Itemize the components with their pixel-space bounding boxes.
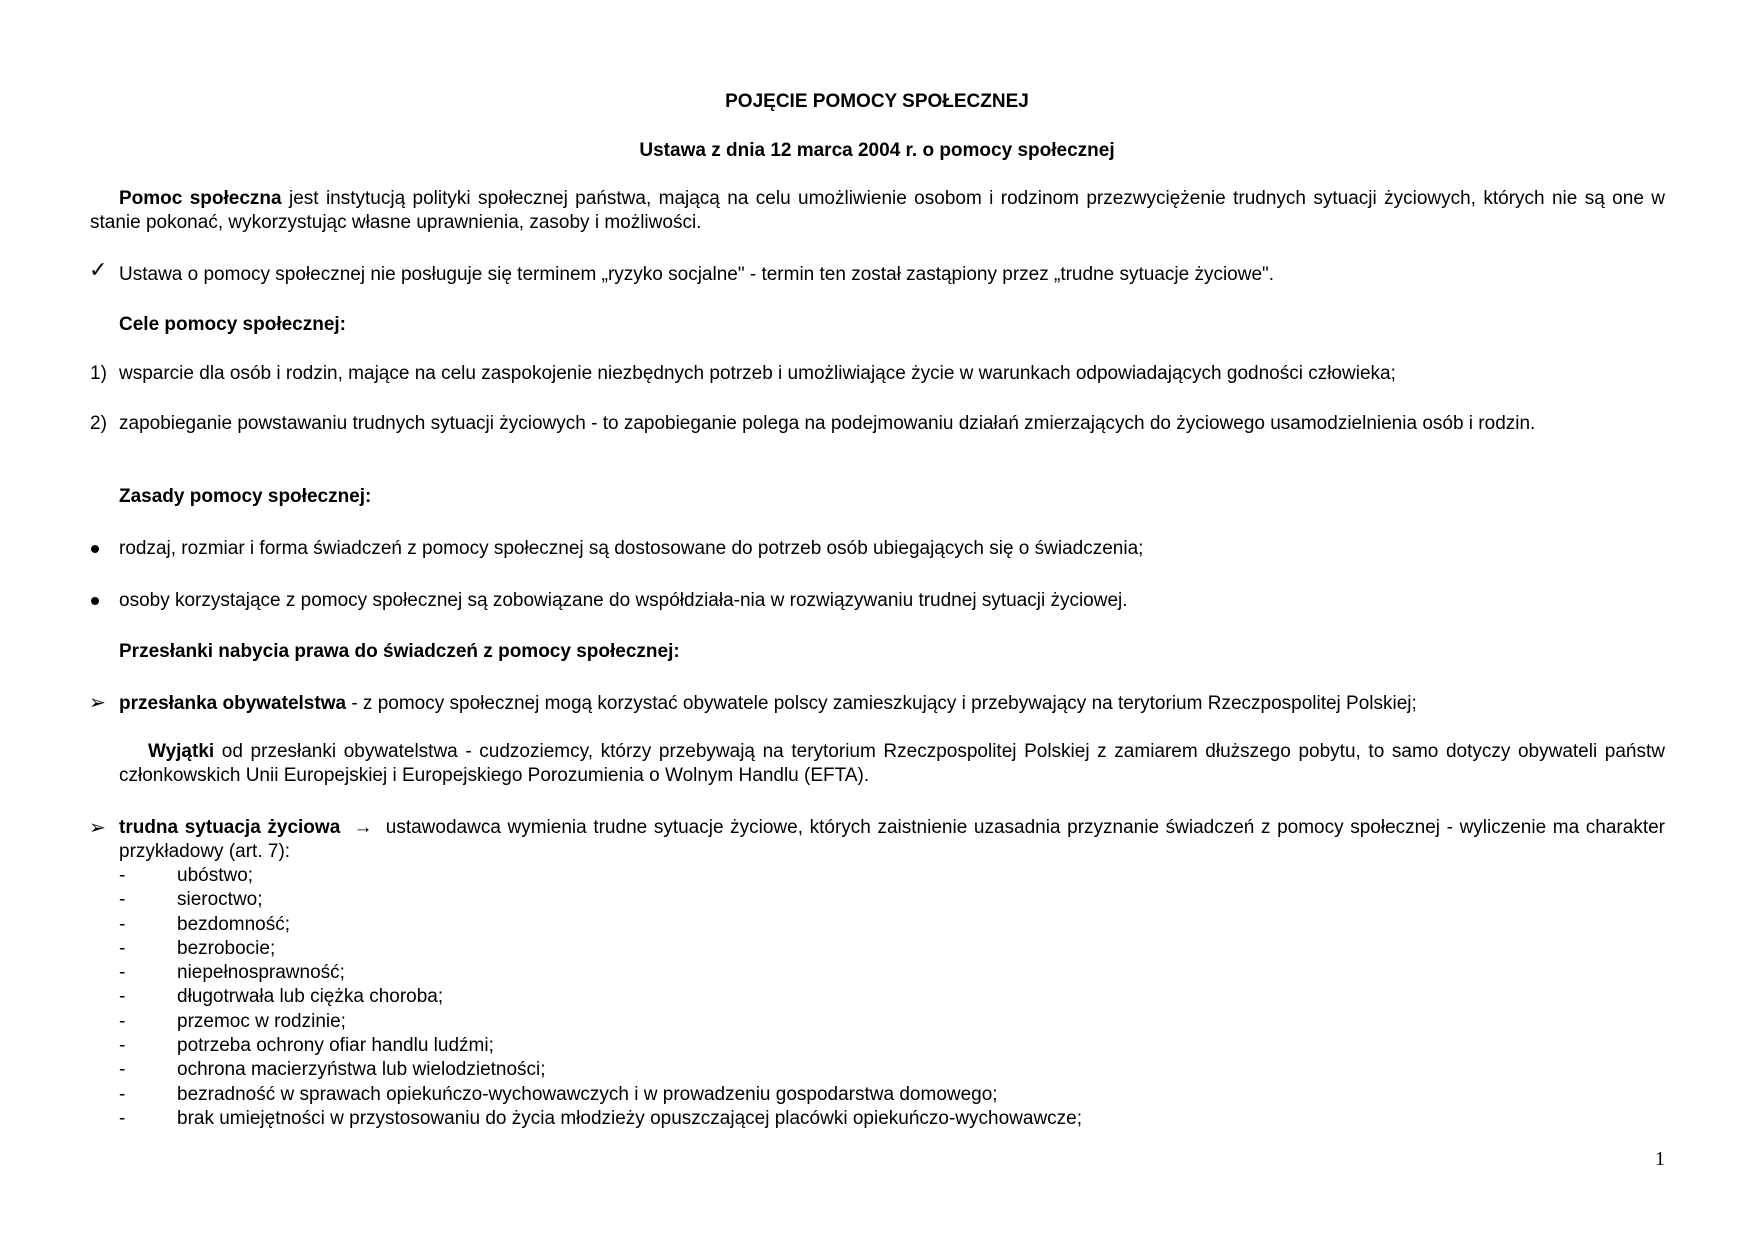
note-paragraph: Ustawa o pomocy społecznej nie posługuje się terminem „ryzyko socjalne" - termin ten został zastąpiony przez „trudne sytuacje życiowe". (119, 264, 1275, 285)
page-number: 1 (1655, 1148, 1665, 1170)
list-item: - bezdomność; (119, 913, 291, 935)
principle-item-1: rodzaj, rozmiar i forma świadczeń z pomocy społecznej są dostosowane do potrzeb osób ubiegających się o świadczenia; (119, 538, 1144, 559)
list-item: - potrzeba ochrony ofiar handlu ludźmi; (119, 1035, 494, 1057)
prerequisites-heading: Przesłanki nabycia prawa do świadczeń z pomocy społecznej: (119, 641, 680, 662)
goal-item-2: zapobieganie powstawaniu trudnych sytuacji życiowych - to zapobieganie polega na podejmowaniu działań zmierzających do życiowego usamodzielnienia osób i rodzin. (119, 413, 1536, 434)
list-item: - ubóstwo; (119, 865, 254, 886)
list-item: - bezrobocie; (119, 937, 276, 959)
list-item: - długotrwała lub ciężka choroba; (119, 986, 444, 1008)
exceptions-term: Wyjątki (148, 741, 215, 762)
list-item: - ochrona macierzyństwa lub wielodzietności; (119, 1059, 546, 1081)
checkmark-icon: ✓ (89, 258, 108, 283)
principle-item-2: osoby korzystające z pomocy społecznej są zobowiązane do współdziała-nia w rozwiązywaniu trudnej sytuacji życiowej. (119, 590, 1128, 611)
principles-heading: Zasady pomocy społecznej: (119, 486, 372, 507)
exceptions-text: od przesłanki obywatelstwa - cudzoziemcy, którzy przebywają na terytorium Rzeczpospolitej Polskiej z zamiarem dłuższego pobytu, to samo dotyczy obywateli państw członkowskich Unii Europejskiej i Europejskiego Porozumienia o Wolnym Handlu (EFTA). (119, 741, 1665, 786)
list-item: - brak umiejętności w przystosowaniu do życia młodzieży opuszczającej placówki opiekuńczo-wychowawcze; (119, 1107, 1083, 1129)
goal-item-1: wsparcie dla osób i rodzin, mające na celu zaspokojenie niezbędnych potrzeb i umożliwiające życie w warunkach odpowiadających godności człowieka; (119, 363, 1396, 384)
intro-paragraph (90, 187, 1665, 235)
citizenship-paragraph (119, 692, 1665, 716)
arrowhead-icon: ➢ (89, 690, 106, 714)
exceptions-paragraph (119, 740, 1665, 788)
hardship-list (119, 864, 1665, 1131)
citizenship-term: przesłanka obywatelstwa (119, 693, 347, 714)
list-item: - niepełnosprawność; (119, 962, 345, 984)
goal-number-1: 1) (90, 363, 107, 384)
citizenship-text: - z pomocy społecznej mogą korzystać obywatele polscy zamieszkujący i przebywający na terytorium Rzeczpospolitej Polskiej; (346, 693, 1417, 714)
intro-text: jest instytucją polityki społecznej państwa, mającą na celu umożliwienie osobom i rodzinom przezwyciężenie trudnych sytuacji życiowych, których nie są one w stanie pokonać, wykorzystując własne uprawnienia, zasoby i możliwości. (90, 188, 1665, 233)
goal-number-2: 2) (90, 413, 107, 434)
list-item: - sieroctwo; (119, 889, 263, 911)
bullet-icon (91, 545, 99, 553)
right-arrow-icon: → (353, 817, 373, 838)
hardship-paragraph (119, 816, 1665, 864)
hardship-text: ustawodawca wymienia trudne sytuacje życiowe, których zaistnienie uzasadnia przyznanie świadczeń z pomocy społecznej - wyliczenie ma charakter przykładowy (art. 7): (119, 817, 1666, 862)
document-subtitle: Ustawa z dnia 12 marca 2004 r. o pomocy społecznej (639, 140, 1115, 161)
goals-heading: Cele pomocy społecznej: (119, 314, 347, 335)
document-title: POJĘCIE POMOCY SPOŁECZNEJ (725, 91, 1029, 112)
list-item: - przemoc w rodzinie; (119, 1010, 346, 1032)
bullet-icon (91, 597, 99, 605)
intro-term: Pomoc społeczna (119, 188, 282, 209)
hardship-term: trudna sytuacja życiowa (119, 817, 341, 838)
list-item: - bezradność w sprawach opiekuńczo-wychowawczych i w prowadzeniu gospodarstwa domowego; (119, 1083, 998, 1105)
arrowhead-icon: ➢ (89, 815, 106, 839)
